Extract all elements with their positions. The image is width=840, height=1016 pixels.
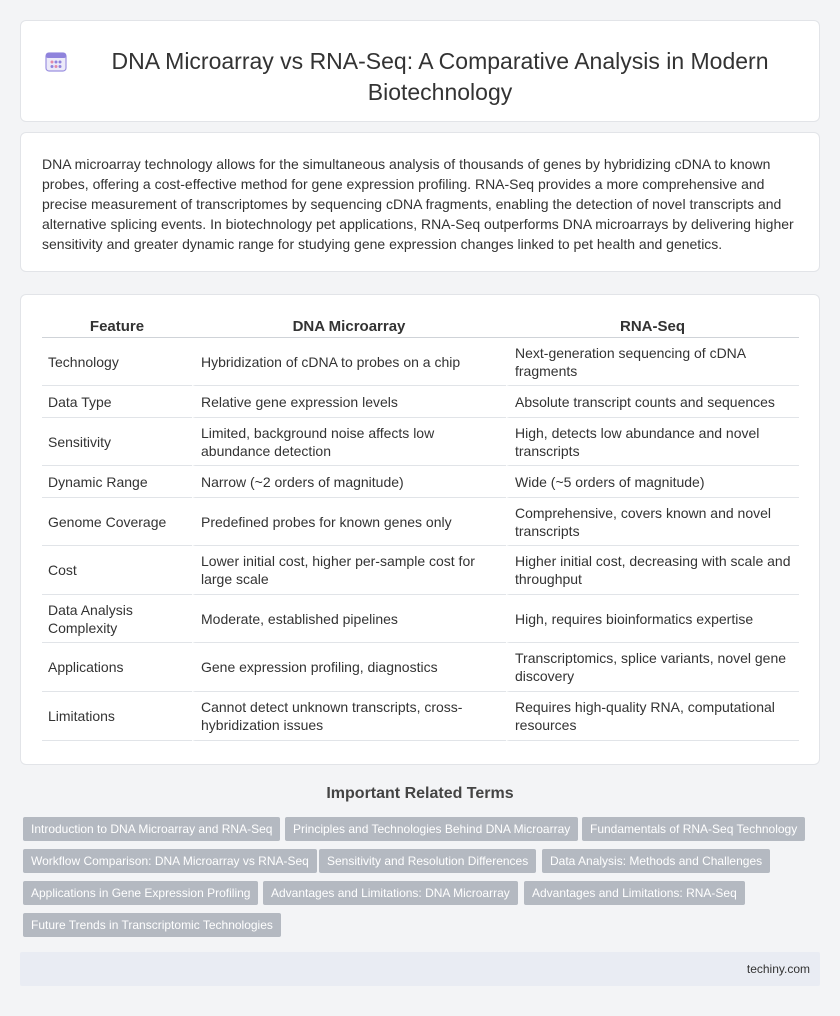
related-term-tag[interactable]: Sensitivity and Resolution Differences	[319, 849, 536, 873]
feature-cell: Genome Coverage	[42, 498, 192, 546]
microarray-cell: Cannot detect unknown transcripts, cross-hybridization issues	[192, 692, 506, 741]
header-dna-microarray: DNA Microarray	[192, 313, 506, 338]
related-term-tag[interactable]: Advantages and Limitations: DNA Microarray	[263, 881, 518, 905]
related-terms-heading: Important Related Terms	[326, 785, 514, 802]
related-term-tag[interactable]: Introduction to DNA Microarray and RNA-Seq	[23, 817, 280, 841]
microarray-cell: Predefined probes for known genes only	[192, 498, 506, 546]
page-title: DNA Microarray vs RNA-Seq: A Comparative Analysis in Modern Biotechnology	[111, 48, 769, 105]
microarray-cell: Lower initial cost, higher per-sample cost for large scale	[192, 546, 506, 595]
rnaseq-cell: Higher initial cost, decreasing with scale and throughput	[506, 546, 799, 595]
rnaseq-cell: High, detects low abundance and novel transcripts	[506, 418, 799, 466]
footer	[20, 952, 820, 986]
intro-paragraph: DNA microarray technology allows for the simultaneous analysis of thousands of genes by hybridizing cDNA to known probes, offering a cost-effective method for gene expression profiling. RNA-Seq provides a more comprehensive and precise measurement of transcriptomes by sequencing cDNA fragments, enabling the detection of novel transcripts and alternative splicing events. In biotechnology pet applications, RNA-Seq outperforms DNA microarrays by delivering higher sensitivity and greater dynamic range for studying gene expression changes linked to pet health and genetics.	[42, 156, 794, 252]
feature-cell: Limitations	[42, 692, 192, 741]
table-row	[42, 595, 799, 643]
feature-cell: Technology	[42, 338, 192, 386]
footer-site-name: techiny.com	[746, 962, 810, 976]
feature-cell: Dynamic Range	[42, 466, 192, 498]
microarray-cell: Narrow (~2 orders of magnitude)	[192, 466, 506, 498]
header-feature: Feature	[42, 313, 192, 338]
feature-cell: Data Type	[42, 386, 192, 418]
table-header-row	[42, 313, 799, 338]
table-row	[42, 643, 799, 692]
related-term-tag[interactable]: Applications in Gene Expression Profiling	[23, 881, 258, 905]
rnaseq-cell: Wide (~5 orders of magnitude)	[506, 466, 799, 498]
microarray-cell: Hybridization of cDNA to probes on a chip	[192, 338, 506, 386]
comparison-table	[42, 313, 799, 741]
title-card	[20, 20, 820, 122]
microarray-cell: Limited, background noise affects low abundance detection	[192, 418, 506, 466]
feature-cell: Applications	[42, 643, 192, 692]
table-row	[42, 546, 799, 595]
intro-card	[20, 132, 820, 272]
comparison-table-card	[20, 294, 820, 765]
rnaseq-cell: Transcriptomics, splice variants, novel gene discovery	[506, 643, 799, 692]
rnaseq-cell: Absolute transcript counts and sequences	[506, 386, 799, 418]
feature-cell: Sensitivity	[42, 418, 192, 466]
rnaseq-cell: High, requires bioinformatics expertise	[506, 595, 799, 643]
rnaseq-cell: Next-generation sequencing of cDNA fragments	[506, 338, 799, 386]
related-term-tag[interactable]: Advantages and Limitations: RNA-Seq	[524, 881, 745, 905]
table-row	[42, 692, 799, 741]
header-rna-seq: RNA-Seq	[506, 313, 799, 338]
related-term-tag[interactable]: Future Trends in Transcriptomic Technologies	[23, 913, 281, 937]
microarray-cell: Relative gene expression levels	[192, 386, 506, 418]
feature-cell: Data Analysis Complexity	[42, 595, 192, 643]
table-row	[42, 418, 799, 466]
related-term-tag[interactable]: Fundamentals of RNA-Seq Technology	[582, 817, 805, 841]
rnaseq-cell: Requires high-quality RNA, computational resources	[506, 692, 799, 741]
table-row	[42, 386, 799, 418]
feature-cell: Cost	[42, 546, 192, 595]
table-row	[42, 338, 799, 386]
microarray-cell: Gene expression profiling, diagnostics	[192, 643, 506, 692]
related-term-tag[interactable]: Workflow Comparison: DNA Microarray vs RNA-Seq	[23, 849, 317, 873]
related-term-tag[interactable]: Principles and Technologies Behind DNA Microarray	[285, 817, 578, 841]
rnaseq-cell: Comprehensive, covers known and novel transcripts	[506, 498, 799, 546]
calendar-grid-icon	[45, 50, 67, 72]
related-term-tag[interactable]: Data Analysis: Methods and Challenges	[542, 849, 770, 873]
table-row	[42, 466, 799, 498]
table-row	[42, 498, 799, 546]
microarray-cell: Moderate, established pipelines	[192, 595, 506, 643]
